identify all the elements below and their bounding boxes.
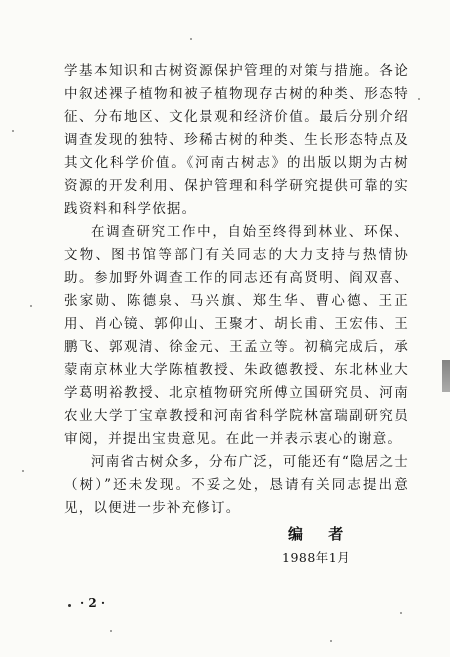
scan-edge-mark <box>442 360 450 392</box>
scan-speck <box>30 305 32 307</box>
scan-speck <box>330 640 332 642</box>
signature-date: 1988年1月 <box>282 550 351 565</box>
page-number: · 2 · <box>80 596 106 610</box>
scan-speck <box>12 130 14 132</box>
author-signature: 编 者 <box>288 525 354 543</box>
scan-speck <box>110 630 112 632</box>
scan-speck <box>400 612 402 614</box>
footer-dot <box>68 604 71 607</box>
paragraph-closing: 河南省古树众多，分布广泛，可能还有“隐居之士（树）”还未发现。不妥之处，恳请有关同志提出意见，以便进一步补充修订。 <box>64 454 409 516</box>
paragraph-continuation: 学基本知识和古树资源保护管理的对策与措施。各论中叙述裸子植物和被子植物现存古树的种类、形态特征、分布地区、文化景观和经济价值。最后分别介绍调查发现的独特、珍稀古树的种类、生长形态特点及其文化科学价值。《河南古树志》的出版以期为古树资源的开发利用、保护管理和科学研究提供可靠的实践资料和科学依据。 <box>64 63 409 217</box>
body-text <box>64 60 409 520</box>
scan-speck <box>418 98 420 100</box>
paragraph-acknowledgement: 在调查研究工作中，自始至终得到林业、环保、文物、图书馆等部门有关同志的大力支持与热情协助。参加野外调查工作的同志还有高贤明、阎双喜、张家勋、陈德泉、马兴旗、郑生华、曹心德、王正用、肖心镜、郭仰山、王聚才、胡长甫、王宏伟、王鹏飞、郭观清、徐金元、王孟立等。初稿完成后，承蒙南京林业大学陈植教授、朱政德教授、东北林业大学葛明裕教授、北京植物研究所傅立国研究员、河南农业大学丁宝章教授和河南省科学院林富瑞副研究员审阅，并提出宝贵意见。在此一并表示衷心的谢意。 <box>64 224 409 447</box>
scan-speck <box>190 38 192 40</box>
scan-speck <box>22 470 24 472</box>
